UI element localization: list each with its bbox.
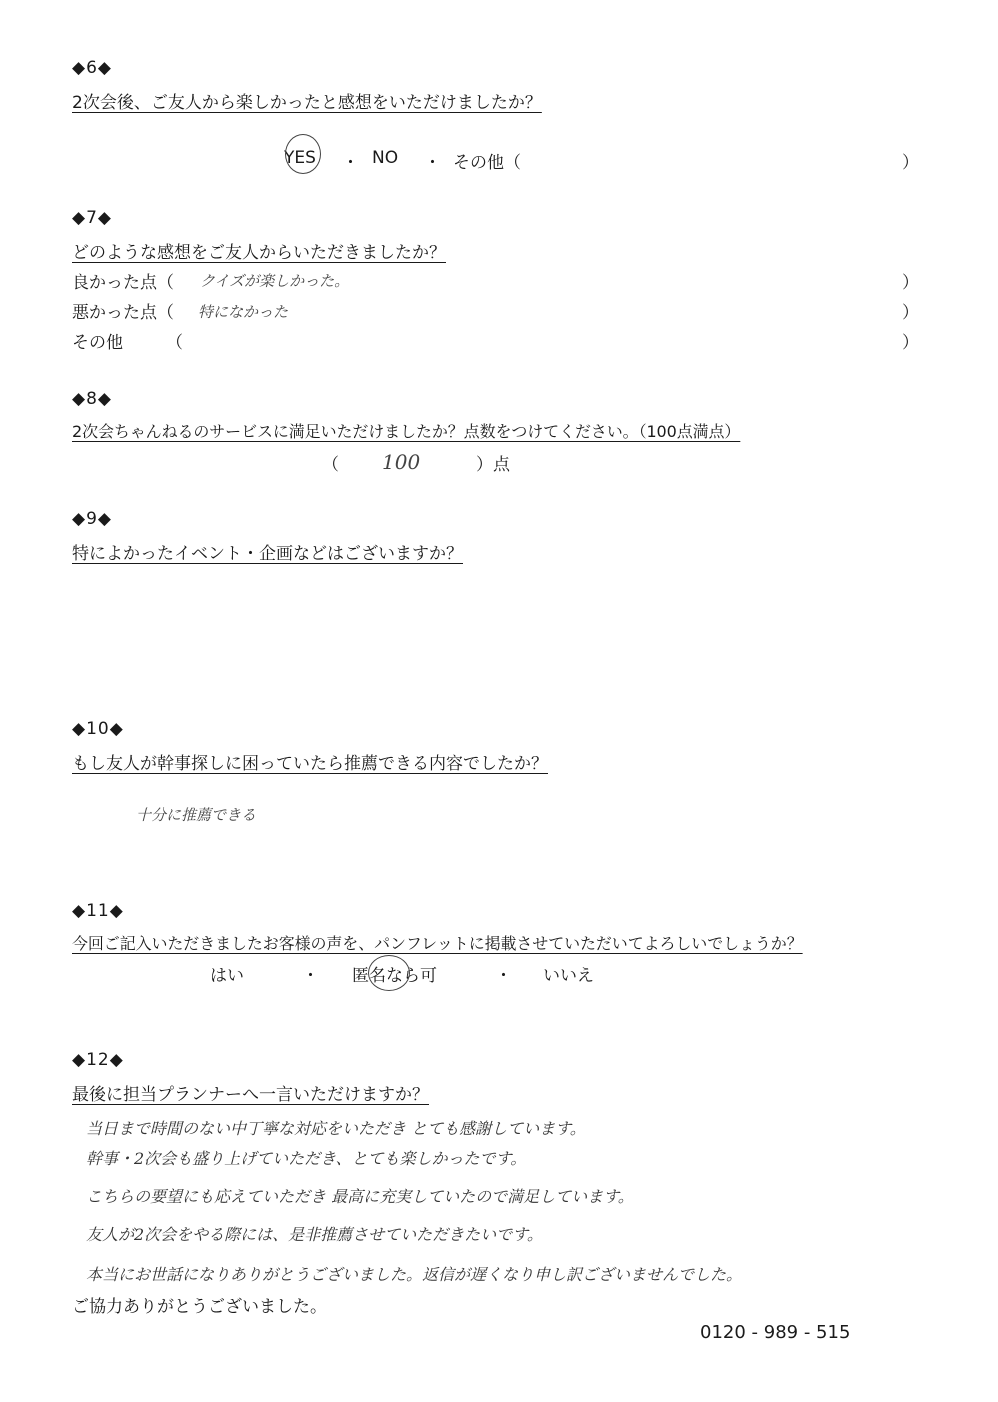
q10-header: ◆10◆ <box>72 719 124 739</box>
q8-close-paren-points: ）点 <box>476 455 510 475</box>
q12-header: ◆12◆ <box>72 1050 124 1070</box>
q6-close-paren: ） <box>902 153 919 173</box>
q7-bad-label: 悪かった点（ <box>72 303 174 323</box>
q11-separator: ・ <box>495 966 512 986</box>
q11-option-yes[interactable]: はい <box>210 966 244 986</box>
q6-separator: ・ <box>424 153 441 173</box>
q10-question: もし友人が幹事探しに困っていたら推薦できる内容でしたか？ <box>72 754 548 774</box>
q11-question: 今回ご記入いただきましたお客様の声を、パンフレットに掲載させていただいてよろしいでしょうか？ <box>72 934 803 953</box>
q7-other-label: その他 <box>72 333 123 353</box>
q6-option-yes[interactable]: YES <box>284 148 316 168</box>
q12-comment-line[interactable]: 友人が2次会をやる際には、是非推薦させていただきたいです。 <box>86 1225 543 1244</box>
q12-comment-line[interactable]: 幹事・2次会も盛り上げていただき、とても楽しかったです。 <box>86 1149 527 1168</box>
q7-good-label: 良かった点（ <box>72 273 174 293</box>
q6-option-other[interactable]: その他（ <box>453 153 521 173</box>
q6-header: ◆6◆ <box>72 58 112 78</box>
q11-option-no[interactable]: いいえ <box>543 966 594 986</box>
q7-question: どのような感想をご友人からいただきましたか？ <box>72 243 446 263</box>
q11-option-anonymous[interactable]: 匿名なら可 <box>352 966 437 986</box>
q9-question: 特によかったイベント・企画などはございますか？ <box>72 544 463 564</box>
q12-question: 最後に担当プランナーへ一言いただけますか？ <box>72 1085 429 1105</box>
phone-number: 0120 - 989 - 515 <box>700 1322 851 1343</box>
q11-separator: ・ <box>302 966 319 986</box>
answer-circle-mark <box>285 134 321 174</box>
q11-header: ◆11◆ <box>72 901 124 921</box>
q7-header: ◆7◆ <box>72 208 112 228</box>
q7-close-paren: ） <box>902 333 919 353</box>
q12-comment-line[interactable]: こちらの要望にも応えていただき 最高に充実していたので満足しています。 <box>86 1187 634 1206</box>
q8-question: 2次会ちゃんねるのサービスに満足いただけましたか？点数をつけてください。（100点満点） <box>72 422 741 441</box>
q10-answer[interactable]: 十分に推薦できる <box>136 806 257 824</box>
q9-header: ◆9◆ <box>72 509 112 529</box>
answer-circle-mark <box>368 955 410 991</box>
q6-option-no[interactable]: NO <box>372 148 399 168</box>
q7-other-open-paren: （ <box>166 333 183 353</box>
q6-question: 2次会後、ご友人から楽しかったと感想をいただけましたか？ <box>72 93 542 113</box>
thanks-message: ご協力ありがとうございました。 <box>72 1297 327 1317</box>
q8-score[interactable]: 100 <box>382 450 421 474</box>
q7-bad-answer[interactable]: 特になかった <box>198 303 289 321</box>
q6-separator: ・ <box>342 153 359 173</box>
q7-close-paren: ） <box>902 273 919 293</box>
q8-open-paren: （ <box>322 455 339 475</box>
q12-comment-line[interactable]: 本当にお世話になりありがとうございました。返信が遅くなり申し訳ございませんでした。 <box>86 1265 743 1284</box>
q12-comment-line[interactable]: 当日まで時間のない中丁寧な対応をいただき とても感謝しています。 <box>86 1119 586 1138</box>
q7-close-paren: ） <box>902 303 919 323</box>
q7-good-answer[interactable]: クイズが楽しかった。 <box>200 272 350 290</box>
q8-header: ◆8◆ <box>72 389 112 409</box>
